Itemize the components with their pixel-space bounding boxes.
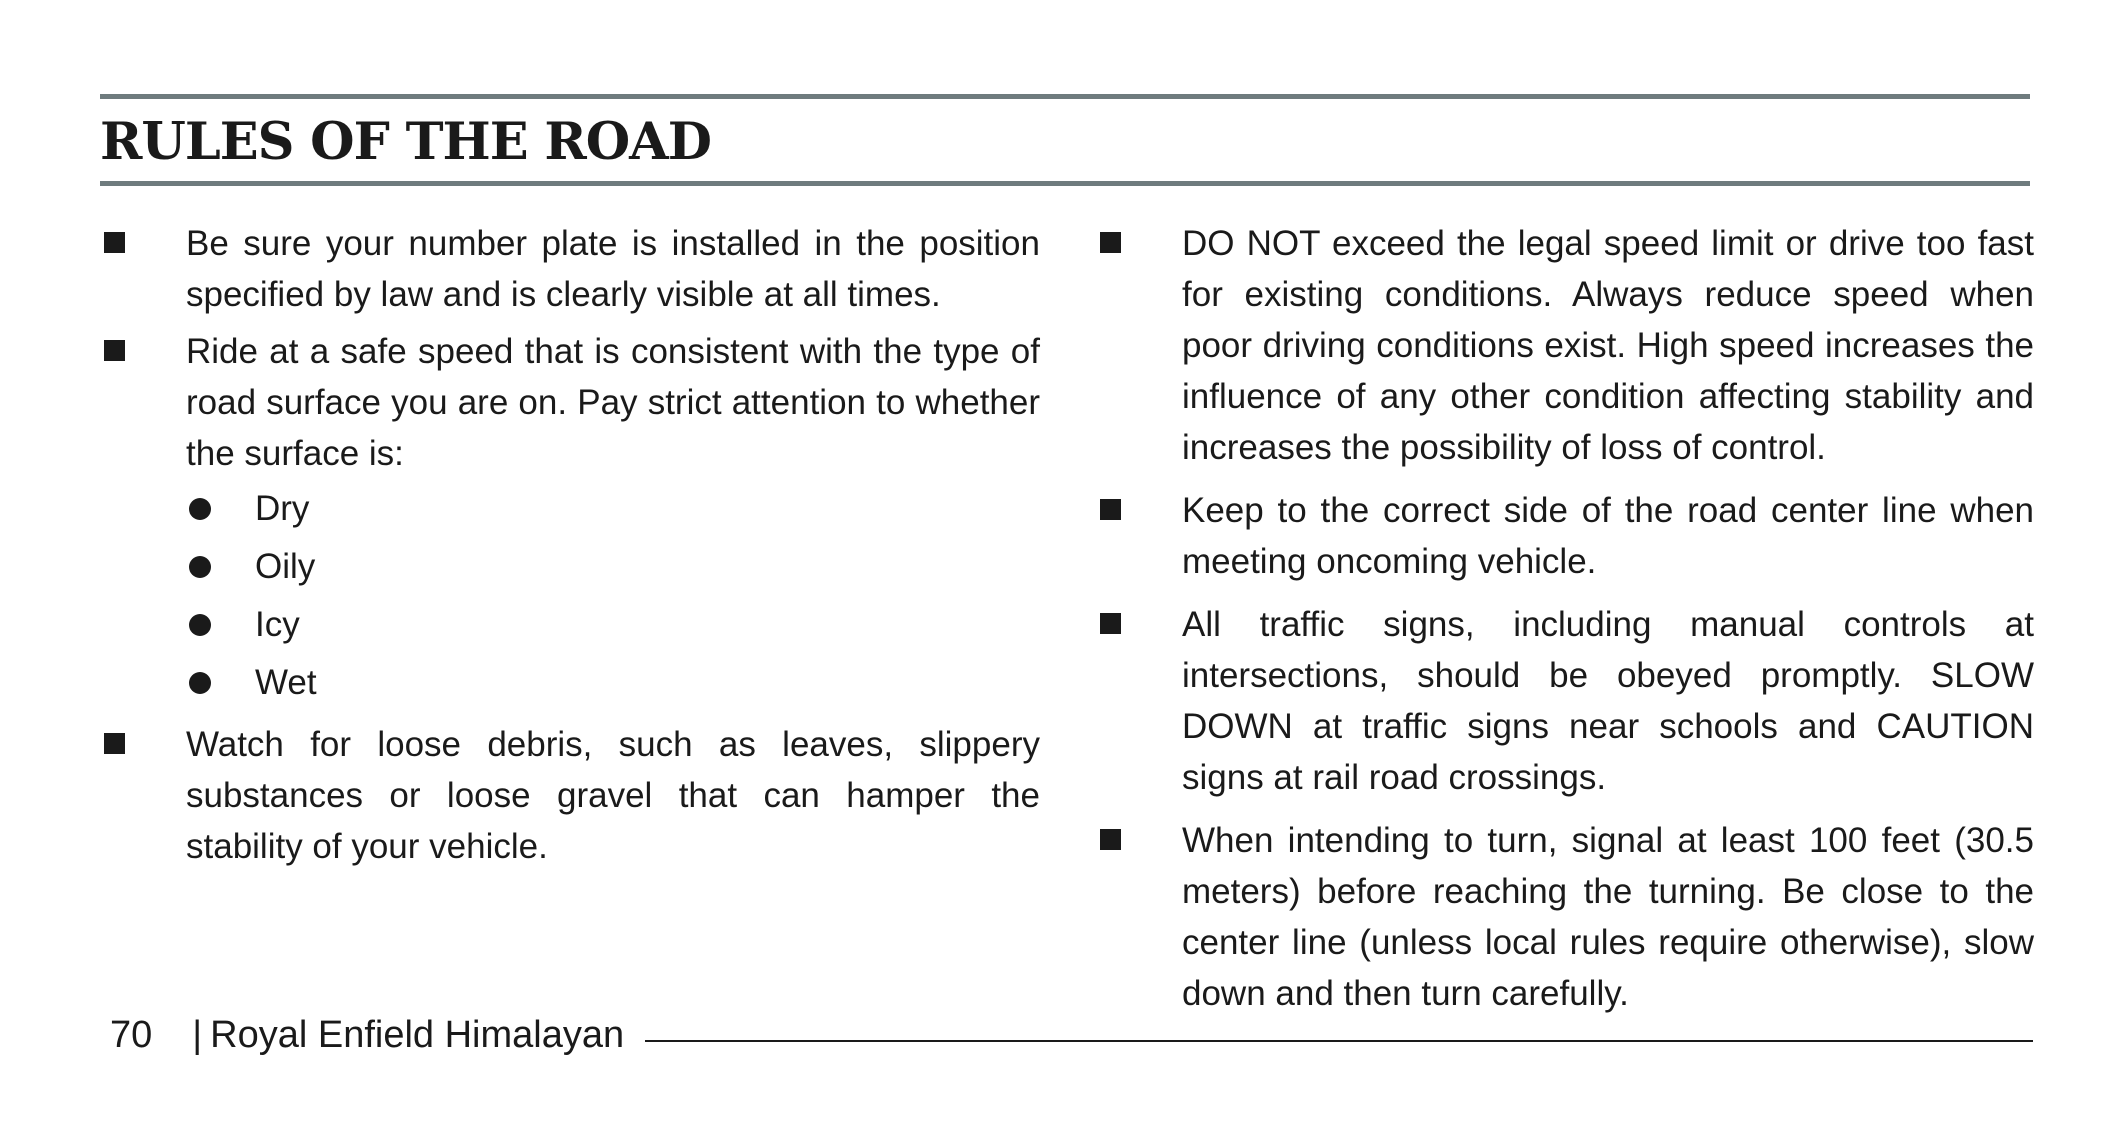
left-column	[100, 218, 1040, 872]
list-item-loose-debris	[100, 719, 1040, 872]
round-bullet-icon	[189, 556, 211, 578]
footer-rule	[645, 1040, 2033, 1042]
square-bullet-icon	[104, 340, 125, 361]
sublist-item-dry	[100, 487, 1040, 530]
list-item-speed-limit	[1096, 218, 2034, 473]
list-item-text: Watch for loose debris, such as leaves, slippery substances or loose gravel that can hamper the stability of your vehicle.	[186, 725, 1040, 866]
list-item-text: Keep to the correct side of the road center line when meeting oncoming vehicle.	[1182, 491, 2034, 581]
square-bullet-icon	[1100, 499, 1121, 520]
sublist-item-icy	[100, 603, 1040, 646]
round-bullet-icon	[189, 614, 211, 636]
sublist-item-text: Oily	[255, 547, 316, 586]
page-number: 70	[110, 1014, 153, 1056]
list-item-turning	[1096, 815, 2034, 1019]
square-bullet-icon	[104, 733, 125, 754]
right-column	[1096, 218, 2034, 1019]
sublist-item-text: Icy	[255, 605, 300, 644]
list-item-text: Ride at a safe speed that is consistent with the type of road surface you are on. Pay strict attention to whether the surface is:	[186, 332, 1040, 473]
square-bullet-icon	[1100, 232, 1121, 253]
round-bullet-icon	[189, 672, 211, 694]
list-item-traffic-signs	[1096, 599, 2034, 803]
list-item-safe-speed	[100, 326, 1040, 479]
square-bullet-icon	[1100, 613, 1121, 634]
list-item-correct-side	[1096, 485, 2034, 587]
header-bottom-rule	[100, 181, 2030, 186]
square-bullet-icon	[104, 232, 125, 253]
list-item-text: Be sure your number plate is installed in the position specified by law and is clearly visible at all times.	[186, 224, 1040, 314]
sublist-item-text: Dry	[255, 489, 310, 528]
page-footer	[110, 1010, 624, 1060]
book-title: Royal Enfield Himalayan	[210, 1014, 625, 1056]
round-bullet-icon	[189, 498, 211, 520]
list-item-text: All traffic signs, including manual controls at intersections, should be obeyed promptly. SLOW DOWN at traffic signs near schools and CAUTION signs at rail road crossings.	[1182, 605, 2034, 797]
sublist-item-oily	[100, 545, 1040, 588]
footer-separator: |	[192, 1014, 203, 1056]
header-top-rule	[100, 94, 2030, 99]
square-bullet-icon	[1100, 829, 1121, 850]
surface-sublist	[100, 487, 1040, 704]
sublist-item-text: Wet	[255, 663, 317, 702]
list-item-number-plate	[100, 218, 1040, 320]
list-item-text: When intending to turn, signal at least 100 feet (30.5 meters) before reaching the turning. Be close to the center line (unless local rules require otherwise), slow down and then turn carefully.	[1182, 821, 2034, 1013]
list-item-text: DO NOT exceed the legal speed limit or drive too fast for existing conditions. Always reduce speed when poor driving conditions exist. High speed increases the influence of any other condition affecting stability and increases the possibility of loss of control.	[1182, 224, 2034, 467]
sublist-item-wet	[100, 661, 1040, 704]
page-title: RULES OF THE ROAD	[100, 112, 711, 172]
